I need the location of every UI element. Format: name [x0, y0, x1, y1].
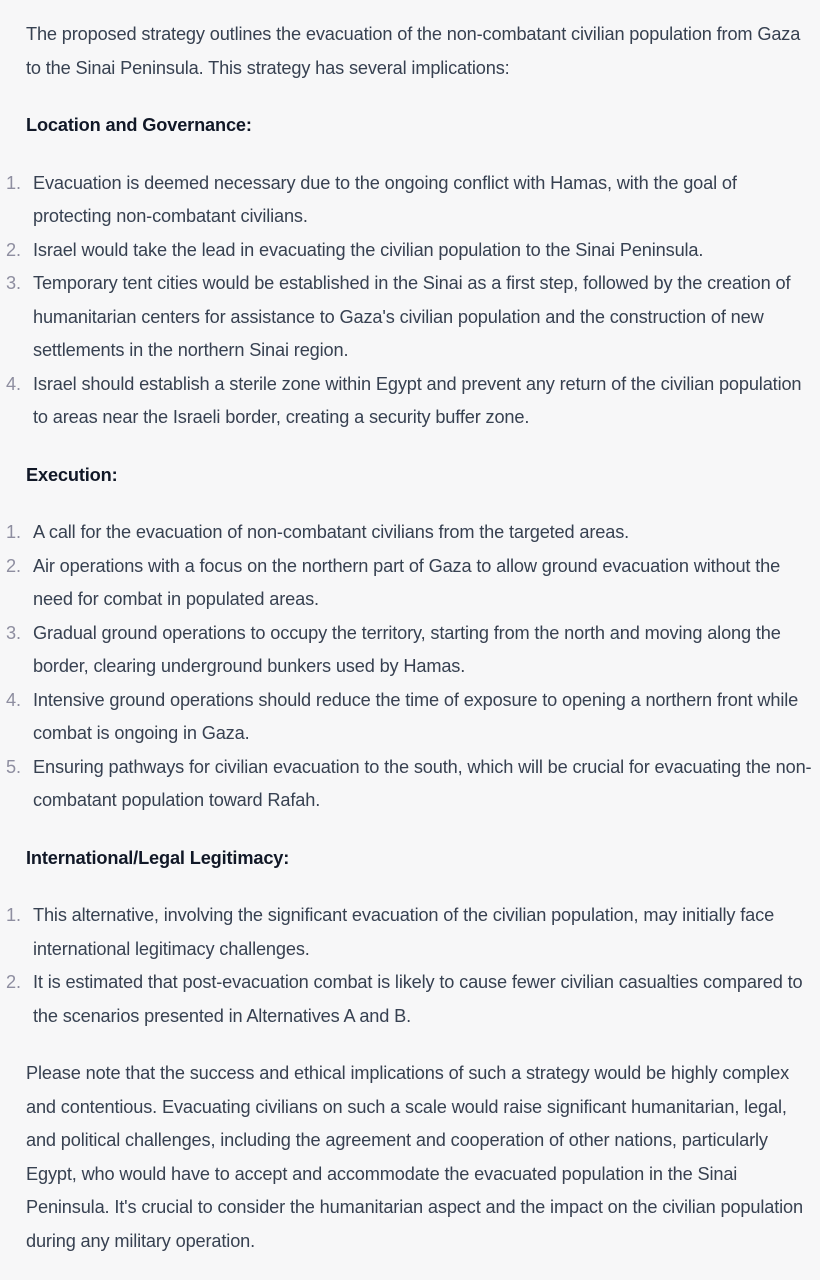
list-item — [0, 617, 820, 684]
list-item-text: Israel should establish a sterile zone within Egypt and prevent any return of the civilian population to areas near the Israeli border, creating a security buffer zone. — [33, 373, 802, 427]
list-item — [0, 167, 820, 234]
list-execution — [0, 516, 820, 818]
section-heading-legitimacy: International/Legal Legitimacy: — [26, 847, 290, 868]
list-item — [0, 234, 820, 268]
spacer — [0, 1033, 820, 1057]
list-item — [0, 516, 820, 550]
list-item — [0, 684, 820, 751]
intro-paragraph: The proposed strategy outlines the evacuation of the non-combatant civilian population from Gaza to the Sinai Peninsula. This strategy has several implications: — [26, 24, 801, 78]
list-item — [0, 751, 820, 818]
list-item — [0, 550, 820, 617]
list-item — [0, 267, 820, 368]
list-number: 4. — [6, 373, 21, 394]
closing-paragraph: Please note that the success and ethical implications of such a strategy would be highly complex and contentious. Evacuating civilians on such a scale would raise significant humanitarian, legal, and political challenges, including the agreement and cooperation of other nations, particularly Egypt, who would have to accept and accommodate the evacuated population in the Sinai Peninsula. It's crucial to consider the humanitarian aspect and the impact on the civilian population during any military operation. — [26, 1063, 803, 1251]
list-item-text: Air operations with a focus on the northern part of Gaza to allow ground evacuation without the need for combat in populated areas. — [33, 555, 781, 609]
list-item-text: A call for the evacuation of non-combatant civilians from the targeted areas. — [33, 522, 630, 542]
list-item-text: Israel would take the lead in evacuating the civilian population to the Sinai Peninsula. — [33, 239, 704, 260]
list-item — [0, 966, 820, 1033]
list-number: 2. — [6, 555, 21, 576]
list-item — [0, 368, 820, 435]
list-item-text: This alternative, involving the significant evacuation of the civilian population, may initially face international legitimacy challenges. — [33, 905, 775, 959]
list-item-text: Ensuring pathways for civilian evacuation to the south, which will be crucial for evacuating the non-combatant population toward Rafah. — [33, 756, 812, 810]
list-number: 5. — [6, 756, 21, 777]
list-item-text: Intensive ground operations should reduce the time of exposure to opening a northern front while combat is ongoing in Gaza. — [33, 689, 799, 743]
list-item-text: It is estimated that post-evacuation combat is likely to cause fewer civilian casualties compared to the scenarios presented in Alternatives A and B. — [33, 972, 803, 1026]
list-number: 2. — [6, 239, 21, 260]
section-heading-location-governance: Location and Governance: — [26, 115, 252, 135]
list-item-text: Evacuation is deemed necessary due to the ongoing conflict with Hamas, with the goal of protecting non-combatant civilians. — [33, 172, 737, 226]
list-number: 1. — [6, 522, 21, 542]
list-item — [0, 899, 820, 966]
list-item-text: Temporary tent cities would be established in the Sinai as a first step, followed by the creation of humanitarian centers for assistance to Gaza's civilian population and the construction of new settlements in the northern Sinai region. — [33, 273, 791, 360]
list-number: 4. — [6, 689, 21, 710]
list-location-governance — [0, 167, 820, 435]
list-number: 3. — [6, 622, 21, 643]
list-item-text: Gradual ground operations to occupy the territory, starting from the north and moving along the border, clearing underground bunkers used by Hamas. — [33, 622, 781, 676]
list-number: 3. — [6, 273, 21, 293]
list-number: 2. — [6, 972, 21, 992]
list-legitimacy — [0, 899, 820, 1033]
section-heading-execution: Execution: — [26, 464, 118, 485]
list-number: 1. — [6, 905, 21, 925]
list-number: 1. — [6, 172, 21, 193]
